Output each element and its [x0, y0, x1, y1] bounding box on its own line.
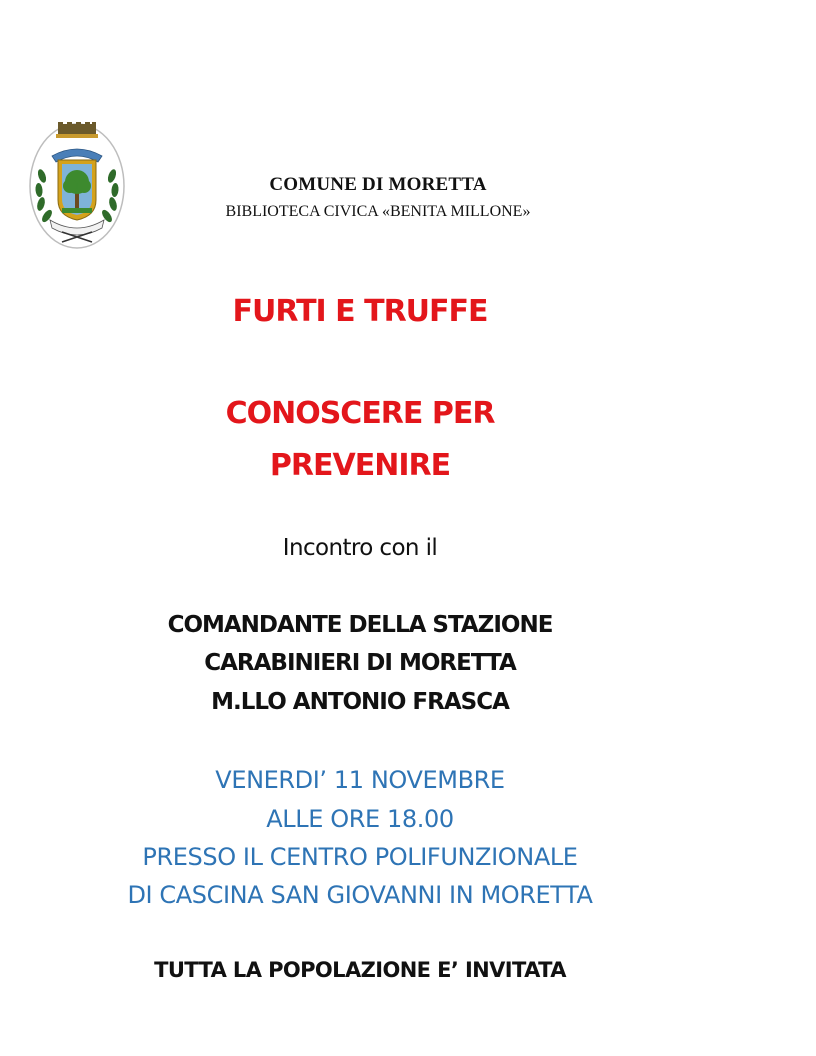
event-subtitle-line1: CONOSCERE PER: [225, 396, 495, 431]
speaker-line-3: M.LLO ANTONIO FRASCA: [211, 689, 509, 715]
event-title: FURTI E TRUFFE: [232, 294, 488, 329]
event-date: VENERDI’ 11 NOVEMBRE: [215, 766, 505, 794]
closing-invitation: TUTTA LA POPOLAZIONE E’ INVITATA: [154, 958, 566, 982]
speaker-line-1: COMANDANTE DELLA STAZIONE: [167, 612, 553, 638]
event-intro: Incontro con il: [282, 535, 438, 561]
event-venue-line1: PRESSO IL CENTRO POLIFUNZIONALE: [142, 843, 578, 871]
event-venue-line2: DI CASCINA SAN GIOVANNI IN MORETTA: [127, 881, 593, 909]
municipal-crest-icon: [28, 116, 126, 250]
municipality-name: COMUNE DI MORETTA: [269, 174, 487, 195]
library-name: BIBLIOTECA CIVICA «BENITA MILLONE»: [225, 203, 531, 220]
event-time: ALLE ORE 18.00: [266, 805, 454, 833]
speaker-line-2: CARABINIERI DI MORETTA: [204, 650, 516, 676]
crown-icon: [56, 122, 98, 138]
event-subtitle-line2: PREVENIRE: [269, 448, 451, 483]
